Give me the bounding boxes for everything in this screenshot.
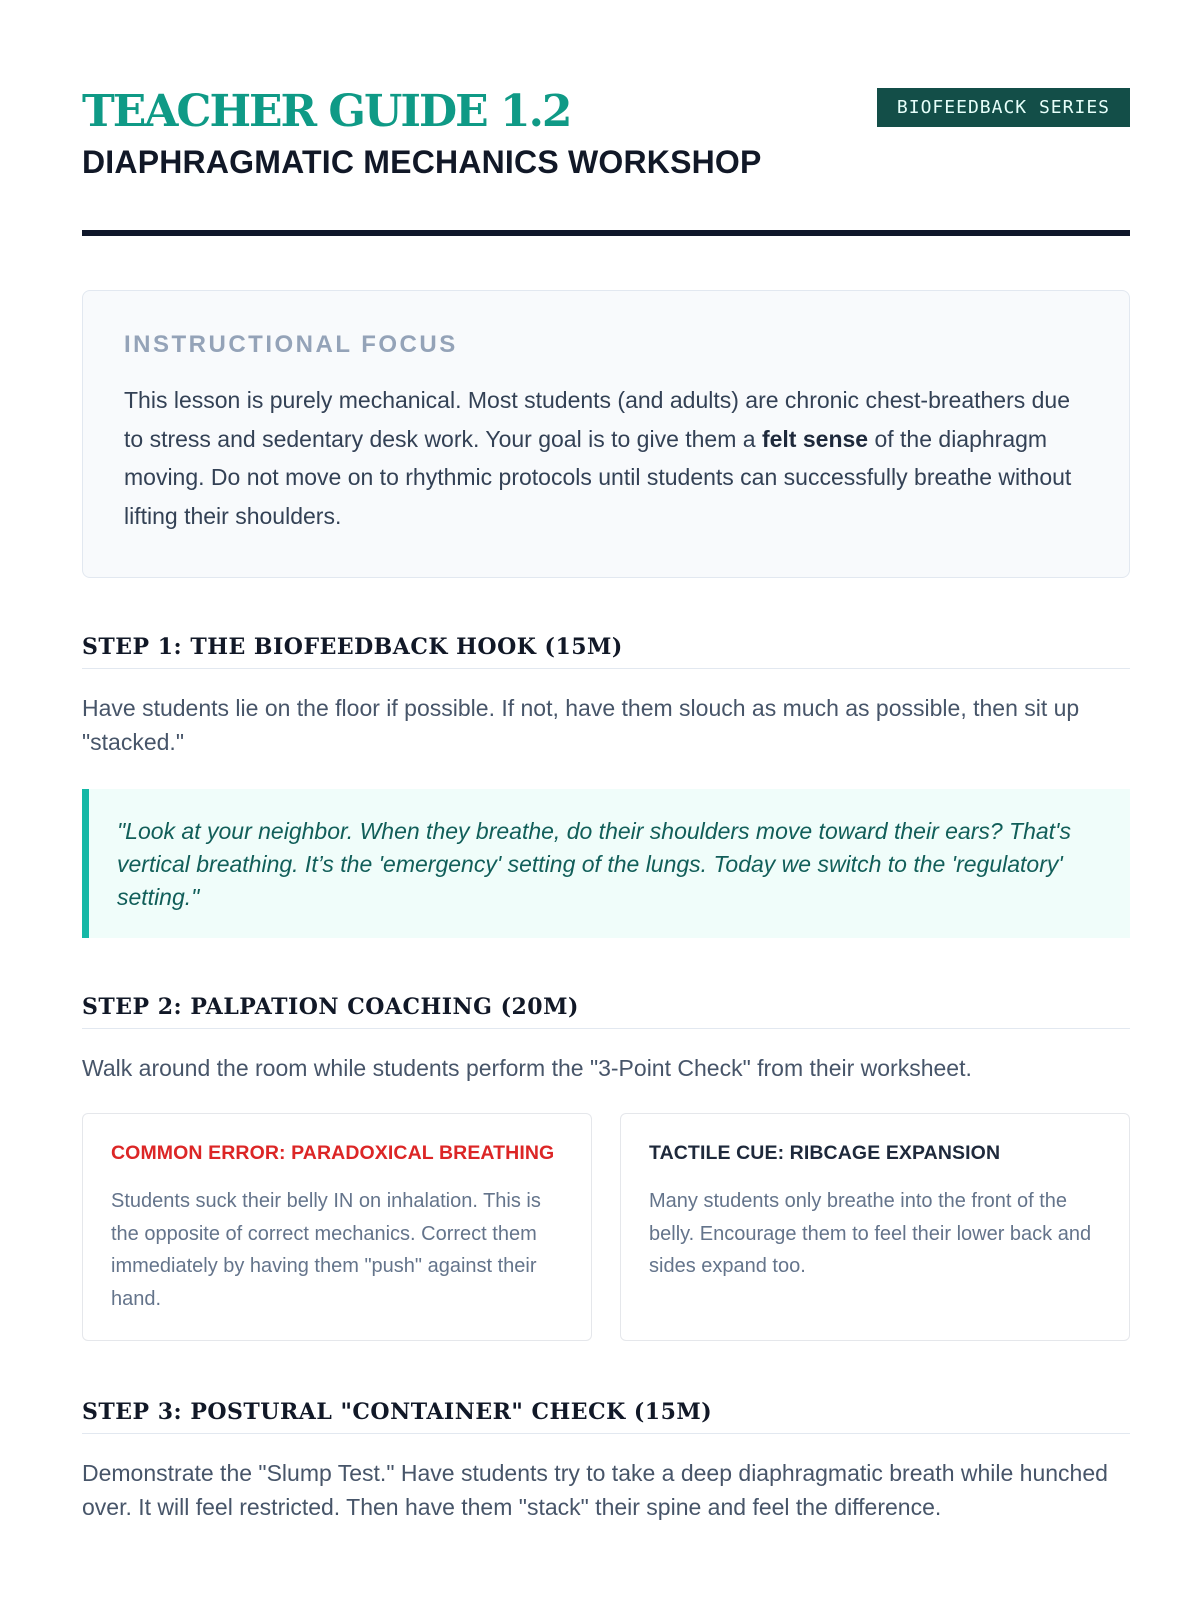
instructional-focus-text (124, 381, 1089, 535)
guide-header (82, 0, 1130, 236)
step-3-heading: STEP 3: POSTURAL "CONTAINER" CHECK (15M) (82, 1399, 1130, 1434)
common-error-text: Students suck their belly IN on inhalation. This is the opposite of correct mechanics. Correct them immediately by having them "push" against their hand. (111, 1190, 541, 1310)
tactile-cue-title: TACTILE CUE: RIBCAGE EXPANSION (649, 1142, 1001, 1164)
step-3-section (82, 1399, 1130, 1524)
step-2-heading: STEP 2: PALPATION COACHING (20M) (82, 994, 1130, 1029)
series-badge: BIOFEEDBACK SERIES (877, 88, 1130, 127)
instructional-focus-box (82, 290, 1130, 578)
step-1-section (82, 634, 1130, 938)
step-3-text: Demonstrate the "Slump Test." Have students try to take a deep diaphragmatic breath while hunched over. It will feel restricted. Then have them "stack" their spine and feel the difference. (82, 1460, 1108, 1520)
common-error-card (82, 1113, 592, 1341)
step-1-heading: STEP 1: THE BIOFEEDBACK HOOK (15M) (82, 634, 1130, 669)
tactile-cue-card (620, 1113, 1130, 1341)
step-2-text: Walk around the room while students perform the "3-Point Check" from their worksheet. (82, 1055, 972, 1081)
step-1-text: Have students lie on the floor if possible. If not, have them slouch as much as possible, then sit up "stacked." (82, 695, 1080, 755)
teacher-guide-page (82, 0, 1130, 1524)
focus-text-bold: felt sense (761, 425, 869, 452)
step-1-quote: "Look at your neighbor. When they breathe, do their shoulders move toward their ears? That's vertical breathing. It’s the 'emergency' setting of the lungs. Today we switch to the 'regulatory' setting." (82, 789, 1130, 938)
focus-text-part1: This lesson is purely mechanical. Most students (and adults) are chronic chest-breathers due to stress and sedentary desk work. Your goal is to give them a (124, 387, 1071, 452)
step-2-section (82, 994, 1130, 1341)
coaching-cards (82, 1113, 1130, 1341)
focus-text-part2: of the diaphragm moving. Do not move on to rhythmic protocols until students can successfully breathe without lifting their shoulders. (124, 425, 1072, 529)
tactile-cue-text: Many students only breathe into the front of the belly. Encourage them to feel their lower back and sides expand too. (649, 1190, 1092, 1277)
guide-title: TEACHER GUIDE 1.2 (82, 86, 571, 137)
workshop-title: DIAPHRAGMATIC MECHANICS WORKSHOP (82, 144, 762, 180)
common-error-title: COMMON ERROR: PARADOXICAL BREATHING (111, 1142, 555, 1164)
instructional-focus-label: INSTRUCTIONAL FOCUS (124, 331, 458, 358)
